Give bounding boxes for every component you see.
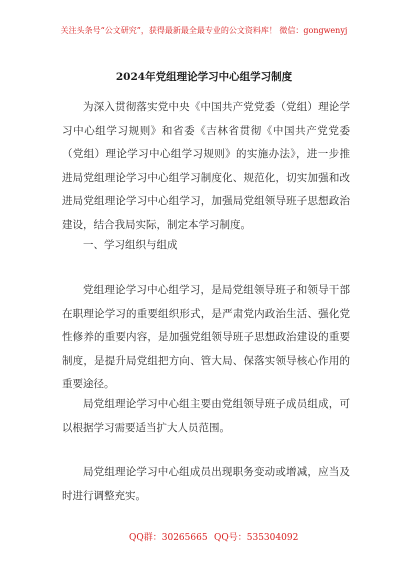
body-paragraph-1: 党组理论学习中心组学习，是局党组领导班子和领导干部在职理论学习的重要组织形式，是严肃党内政治生活、强化党性修养的重要内容，是加强党组领导班子思想政治建设的重要制度，是提升局党组把方向、管大局、保落实领导核心作用的重要途径。 [62, 284, 350, 391]
qq-number-text: QQ号：535304092 [214, 533, 299, 543]
intro-paragraph: 为深入贯彻落实党中央《中国共产党党委（党组）理论学习中心组学习规则》和省委《吉林省贯彻《中国共产党党委（党组）理论学习中心组学习规则》的实施办法》，进一步推进局党组理论学习中心组学习制度化、规范化，切实加强和改进局党组理论学习中心组学习，加强局党组领导班子思想政治建设，结合我局实际，制定本学习制度。 [62, 101, 350, 231]
qq-group-text: QQ群：30265665 [129, 533, 208, 543]
body-paragraph-3: 局党组理论学习中心组成员出现职务变动或增减，应当及时进行调整充实。 [62, 466, 350, 502]
document-title: 2024年党组理论学习中心组学习制度 [115, 71, 293, 83]
promo-header: 关注头条号“公文研究”，获得最新最全最专业的公文资料库！ 微信：gongwenyj [60, 26, 348, 35]
section-heading: 一、学习组织与组成 [83, 239, 178, 251]
body-paragraph-2: 局党组理论学习中心组主要由党组领导班子成员组成，可以根据学习需要适当扩大人员范围。 [62, 398, 350, 434]
contact-footer [0, 531, 408, 545]
